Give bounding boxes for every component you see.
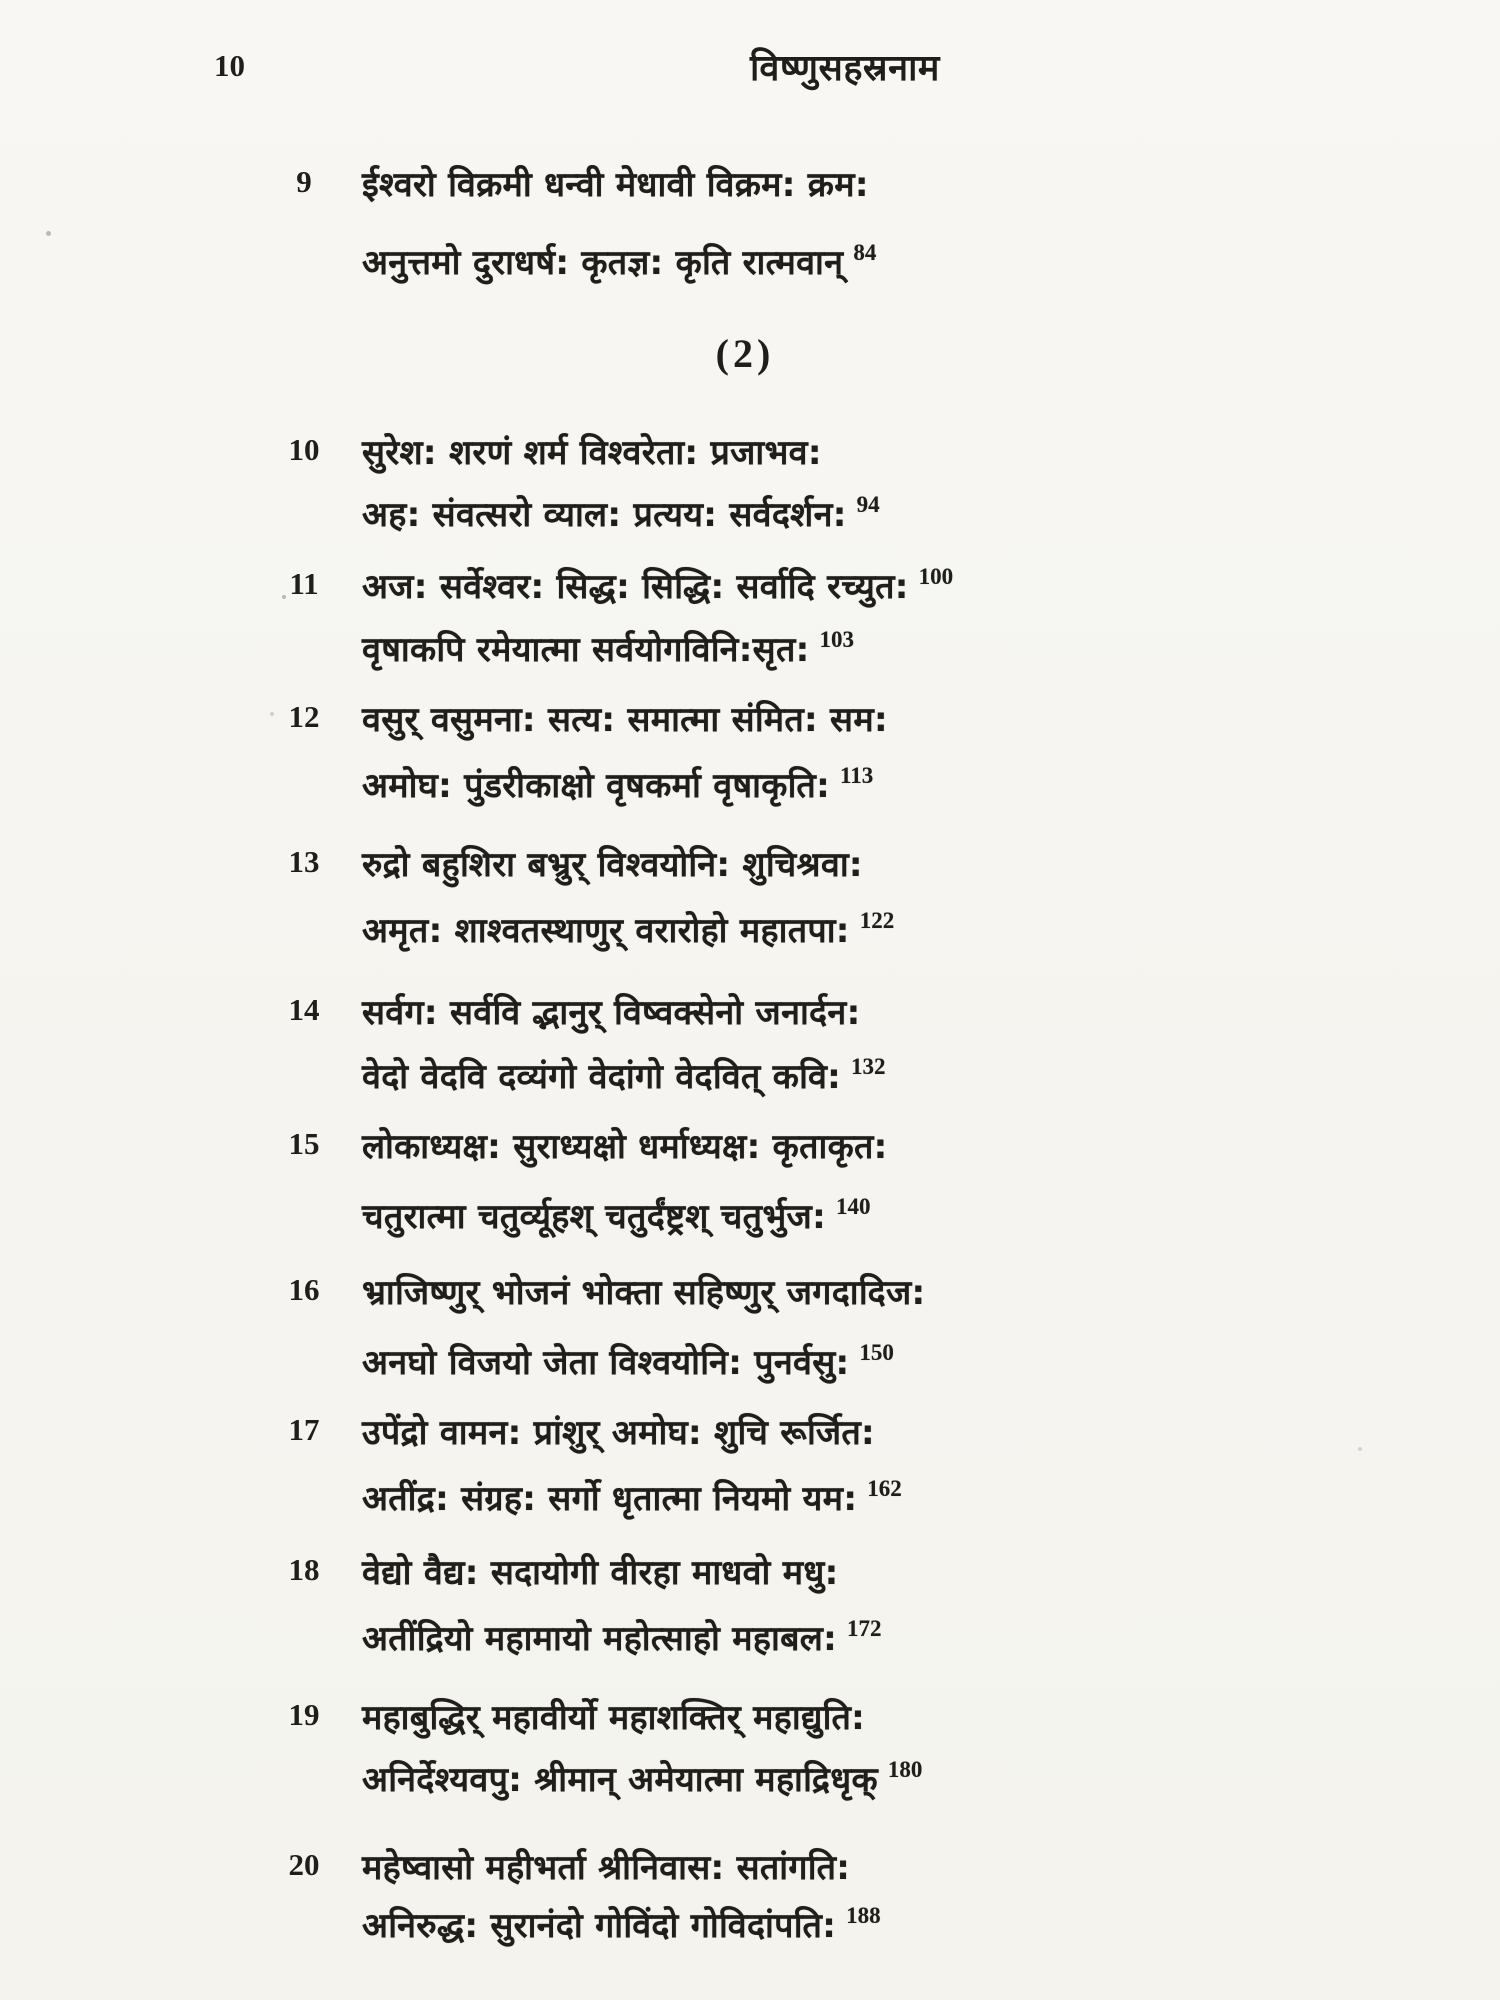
verse-number: 15: [288, 1126, 320, 1161]
scan-speck: [46, 231, 51, 236]
verse-number: 10: [288, 432, 320, 467]
name-count-ref: 103: [819, 627, 855, 652]
scan-speck: [270, 712, 274, 716]
verse-line-1: अज: सर्वेश्वर: सिद्ध: सिद्धि: सर्वादि रच्युत: $^{100}$: [362, 564, 954, 607]
verse-line-1: रुद्रो बहुशिरा बभ्रुर् विश्वयोनि: शुचिश्रवा:: [362, 845, 863, 885]
verse-line-2: अमृत: शाश्वतस्थाणुर् वरारोहो महातपा: $^{122}$: [362, 908, 895, 951]
verse-line-1: सर्वग: सर्ववि द्भानुर् विष्वक्सेनो जनार्दन:: [362, 993, 861, 1033]
verse-line-2: वेदो वेदवि दव्यंगो वेदांगो वेदवित् कवि: $^{132}$: [362, 1054, 886, 1097]
section-marker: (2): [715, 331, 775, 376]
name-count-ref: 94: [856, 492, 880, 517]
name-count-ref: 100: [918, 564, 954, 589]
name-count-ref: 150: [859, 1340, 894, 1365]
verse-line-2: अतींद्रियो महामायो महोत्साहो महाबल: $^{172}$: [362, 1616, 882, 1659]
verse-number: 17: [288, 1412, 320, 1447]
name-count-ref: 122: [859, 908, 895, 933]
verse-line-1: वेद्यो वैद्य: सदायोगी वीरहा माधवो मधु:: [362, 1553, 839, 1593]
name-count-ref: 132: [851, 1054, 886, 1079]
verse-line-1: उपेंद्रो वामन: प्रांशुर् अमोघ: शुचि रूर्जित:: [362, 1413, 875, 1453]
verse-line-1: भ्राजिष्णुर् भोजनं भोक्ता सहिष्णुर् जगदादिज:: [362, 1273, 926, 1313]
verse-line-2: अह: संवत्सरो व्याल: प्रत्यय: सर्वदर्शन: $^{94}$: [362, 492, 880, 535]
verse-line-2: अनुत्तमो दुराधर्ष: कृतज्ञ: कृति रात्मवान् $^{84}$: [362, 240, 877, 283]
verse-line-1: सुरेश: शरणं शर्म विश्वरेता: प्रजाभव:: [362, 433, 822, 473]
verse-number: 16: [288, 1272, 320, 1307]
verse-line-1: ईश्वरो विक्रमी धन्वी मेधावी विक्रम: क्रम:: [362, 165, 869, 205]
name-count-ref: 84: [853, 240, 877, 265]
verse-line-2: अतींद्र: संग्रह: सर्गो धृतात्मा नियमो यम: $^{162}$: [362, 1476, 902, 1519]
verse-line-1: वसुर् वसुमना: सत्य: समात्मा संमित: सम:: [362, 700, 888, 740]
name-count-ref: 140: [835, 1194, 871, 1219]
verse-number: 14: [288, 992, 320, 1027]
name-count-ref: 162: [867, 1476, 902, 1501]
verse-line-2: अनघो विजयो जेता विश्वयोनि: पुनर्वसु: $^{150}$: [362, 1340, 894, 1383]
verse-line-2: अनिर्देश्यवपु: श्रीमान् अमेयात्मा महाद्रिधृक् $^{180}$: [362, 1757, 923, 1800]
verse-number: 19: [288, 1697, 320, 1732]
verse-number: 12: [288, 699, 320, 734]
verse-number: 11: [289, 566, 319, 601]
verse-line-1: लोकाध्यक्ष: सुराध्यक्षो धर्माध्यक्ष: कृताकृत:: [362, 1127, 888, 1167]
name-count-ref: 188: [846, 1903, 881, 1928]
page-number: 10: [214, 48, 245, 83]
scan-speck: [282, 595, 286, 599]
verse-line-2: अमोघ: पुंडरीकाक्षो वृषकर्मा वृषाकृति: $^{113}$: [362, 763, 874, 806]
verse-number: 20: [288, 1847, 320, 1882]
page-title: विष्णुसहस्रनाम: [750, 48, 940, 89]
scan-speck: [1358, 1447, 1362, 1451]
name-count-ref: 172: [847, 1616, 882, 1641]
verse-number: 9: [296, 164, 312, 199]
verse-line-2: चतुरात्मा चतुर्व्यूहश् चतुर्दंष्ट्रश् चतुर्भुज: $^{140}$: [362, 1194, 871, 1237]
name-count-ref: 113: [840, 763, 874, 788]
verse-number: 18: [288, 1552, 320, 1587]
verse-line-1: महेष्वासो महीभर्ता श्रीनिवास: सतांगति:: [362, 1848, 851, 1888]
verse-number: 13: [288, 844, 320, 879]
verse-line-2: वृषाकपि रमेयात्मा सर्वयोगविनि:सृत: $^{103}$: [362, 627, 855, 670]
verse-line-1: महाबुद्धिर् महावीर्यो महाशक्तिर् महाद्युति:: [362, 1698, 866, 1738]
verse-line-2: अनिरुद्ध: सुरानंदो गोविंदो गोविदांपति: $^{188}$: [362, 1903, 881, 1946]
name-count-ref: 180: [887, 1757, 923, 1782]
